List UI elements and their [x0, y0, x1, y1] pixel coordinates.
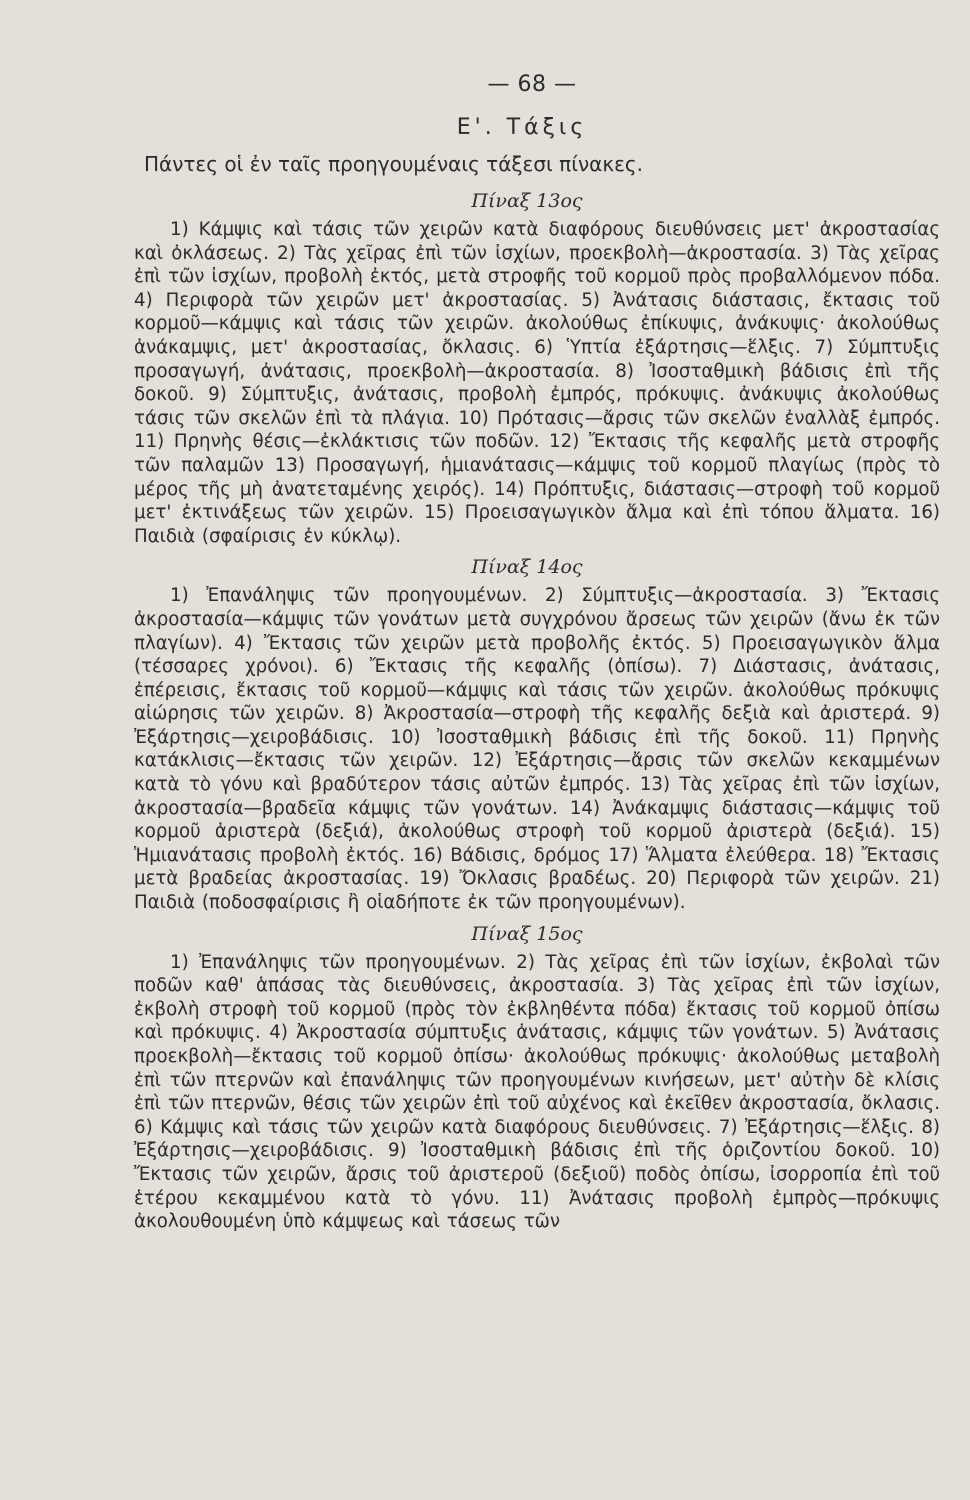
table-15-heading: Πίναξ 15ος: [471, 922, 583, 945]
table-15-block: [134, 923, 940, 1234]
table-13-text: 1) Κάμψις καὶ τάσις τῶν χειρῶν κατὰ διαφόρους διευθύνσεις μετ' ἀκροστασίας καὶ ὀκλάσεως. 2) Τὰς χεῖρας ἐπὶ τῶν ἰσχίων, προεκβολὴ—ἀκροστασία. 3) Τὰς χεῖρας ἐπὶ τῶν ἰσχίων, προβολὴ ἐκτός, μετὰ στροφῆς τοῦ κορμοῦ πρὸς προβαλλόμενον πόδα. 4) Περιφορὰ τῶν χειρῶν μετ' ἀκροστασίας. 5) Ἀνάτασις διάστασις, ἔκτασις τοῦ κορμοῦ—κάμψις καὶ τάσις τῶν χειρῶν. ἀκολούθως ἐπίκυψις, ἀνάκυψις· ἀκολούθως ἀνάκαμψις, μετ' ἀκροστασίας, ὄκλασις. 6) Ὑπτία ἐξάρτησις—ἕλξις. 7) Σύμπτυξις προσαγωγή, ἀνάτασις, προεκβολὴ—ἀκροστασία. 8) Ἰσοσταθμικὴ βάδισις ἐπὶ τῆς δοκοῦ. 9) Σύμπτυξις, ἀνάτασις, προβολὴ ἐμπρός, πρόκυψις. ἀνάκυψις ἀκολούθως τάσις τῶν σκελῶν ἐπὶ τὰ πλάγια. 10) Πρότασις—ἄρσις τῶν σκελῶν ἐναλλὰξ ἐμπρός. 11) Πρηνὴς θέσις—ἐκλάκτισις τῶν ποδῶν. 12) Ἔκτασις τῆς κεφαλῆς μετὰ στροφῆς τῶν παλαμῶν 13) Προσαγωγή, ἡμιανάτασις—κάμψις τοῦ κορμοῦ πλαγίως (πρὸς τὸ μέρος τῆς μὴ ἀνατεταμένης χειρός). 14) Πρόπτυξις, διάστασις—στροφὴ τοῦ κορμοῦ μετ' ἐκτινάξεως τῶν χειρῶν. 15) Προεισαγωγικὸν ἅλμα καὶ ἐπὶ τόπου ἅλματα. 16) Παιδιὰ (σφαίρισις ἐν κύκλῳ).: [134, 219, 940, 547]
table-14-block: [134, 556, 940, 914]
table-14-text: 1) Ἐπανάληψις τῶν προηγουμένων. 2) Σύμπτυξις—ἀκροστασία. 3) Ἔκτασις ἀκροστασία—κάμψις τῶν γονάτων μετὰ συγχρόνου ἄρσεως τῶν χειρῶν (ἄνω ἐκ τῶν πλαγίων). 4) Ἔκτασις τῶν χειρῶν μετὰ προβολῆς ἐκτός. 5) Προεισαγωγικὸν ἅλμα (τέσσαρες χρόνοι). 6) Ἔκτασις τῆς κεφαλῆς (ὀπίσω). 7) Διάστασις, ἀνάτασις, ἐπέρεισις, ἔκτασις τοῦ κορμοῦ—κάμψις καὶ τάσις τῶν χειρῶν. ἀκολούθως πρόκυψις αἰώρησις τῶν χειρῶν. 8) Ἀκροστασία—στροφὴ τῆς κεφαλῆς δεξιὰ καὶ ἀριστερά. 9) Ἐξάρτησις—χειροβάδισις. 10) Ἰσοσταθμικὴ βάδισις ἐπὶ τῆς δοκοῦ. 11) Πρηνὴς κατάκλισις—ἔκτασις τῶν χειρῶν. 12) Ἐξάρτησις—ἄρσις τῶν σκελῶν κεκαμμένων κατὰ τὸ γόνυ καὶ βραδύτερον τάσις αὐτῶν ἐμπρός. 13) Τὰς χεῖρας ἐπὶ τῶν ἰσχίων, ἀκροστασία—βραδεῖα κάμψις τῶν γονάτων. 14) Ἀνάκαμψις διάστασις—κάμψις τοῦ κορμοῦ ἀριστερὰ (δεξιά), ἀκολούθως στροφὴ τοῦ κορμοῦ ἀριστερὰ (δεξιά). 15) Ἡμιανάτασις προβολὴ ἐκτός. 16) Βάδισις, δρόμος 17) Ἅλματα ἐλεύθερα. 18) Ἔκτασις μετὰ βραδείας ἀκροστασίας. 19) Ὄκλασις βραδέως. 20) Περιφορὰ τῶν χειρῶν. 21) Παιδιὰ (ποδοσφαίρισις ἢ οἱαδήποτε ἐκ τῶν προηγουμένων).: [134, 585, 940, 914]
table-15-text: 1) Ἐπανάληψις τῶν προηγουμένων. 2) Τὰς χεῖρας ἐπὶ τῶν ἰσχίων, ἐκβολαὶ τῶν ποδῶν καθ' ἁπάσας τὰς διευθύνσεις, ἀκροστασία. 3) Τὰς χεῖρας ἐπὶ τῶν ἰσχίων, ἐκβολὴ στροφὴ τοῦ κορμοῦ (πρὸς τὸν ἐκβληθέντα πόδα) ἔκτασις τοῦ κορμοῦ ὀπίσω καὶ πρόκυψις. 4) Ἀκροστασία σύμπτυξις ἀνάτασις, κάμψις τῶν γονάτων. 5) Ἀνάτασις προεκβολὴ—ἔκτασις τοῦ κορμοῦ ὀπίσω· ἀκολούθως πρόκυψις· ἀκολούθως μεταβολὴ ἐπὶ τῶν πτερνῶν καὶ ἐπανάληψις τῶν προηγουμένων κινήσεων, μετ' αὐτὴν δὲ κλίσις ἐπὶ τῶν πτερνῶν, θέσις τῶν χειρῶν ἐπὶ τοῦ αὐχένος καὶ ἐκεῖθεν ἀκροστασία, ὄκλασις. 6) Κάμψις καὶ τάσις τῶν χειρῶν κατὰ διαφόρους διευθύνσεις. 7) Ἐξάρτησις—ἕλξις. 8) Ἐξάρτησις—χειροβάδισις. 9) Ἰσοσταθμικὴ βάδισις ἐπὶ τῆς ὁριζοντίου δοκοῦ. 10) Ἔκτασις τῶν χειρῶν, ἄρσις τοῦ ἀριστεροῦ (δεξιοῦ) ποδὸς ὀπίσω, ἰσορροπία ἐπὶ τοῦ ἑτέρου κεκαμμένου κατὰ τὸ γόνυ. 11) Ἀνάτασις προβολὴ ἐμπρὸς—πρόκυψις ἀκολουθουμένη ὑπὸ κάμψεως καὶ τάσεως τῶν: [134, 951, 940, 1233]
page-number: — 68 —: [487, 72, 577, 97]
table-13-block: [134, 190, 940, 548]
section-title: Ε'. Τάξις: [456, 115, 588, 140]
table-14-heading: Πίναξ 14ος: [471, 556, 583, 579]
intro-line: Πάντες οἱ ἐν ταῖς προηγουμέναις τάξεσι πίνακες.: [144, 152, 644, 176]
table-13-heading: Πίναξ 13ος: [471, 190, 583, 212]
